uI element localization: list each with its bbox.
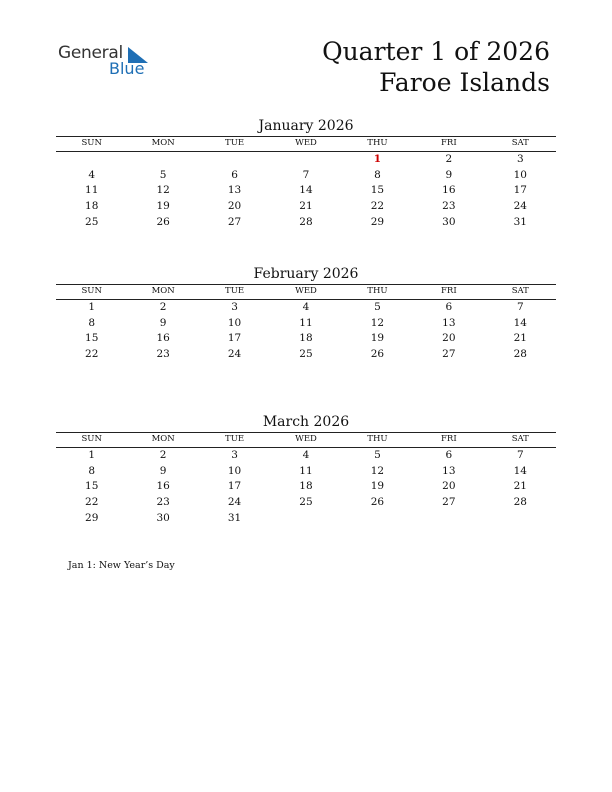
day-cell: 6 <box>445 449 453 461</box>
day-cell: 22 <box>85 496 99 509</box>
month-title: January 2026 <box>258 118 354 134</box>
title-quarter: Quarter 1 of 2026 <box>322 37 550 66</box>
day-cell: 16 <box>156 480 170 493</box>
day-cell: 5 <box>374 301 381 313</box>
month-january <box>56 117 556 230</box>
empty-day-cell <box>127 152 198 168</box>
day-cell: 20 <box>442 332 456 345</box>
day-cell: 7 <box>302 168 310 181</box>
weekday-header <box>56 285 556 300</box>
day-cell: 8 <box>88 316 96 329</box>
day-cell: 30 <box>442 215 456 228</box>
weekday-label: SUN <box>56 137 127 152</box>
empty-day-cell <box>56 152 127 168</box>
day-cell: 21 <box>513 332 527 345</box>
weekday-label: FRI <box>413 433 484 448</box>
day-cell: 12 <box>156 184 170 197</box>
day-cell: 18 <box>299 480 313 493</box>
day-cell: 8 <box>374 168 381 181</box>
weekday-label: SAT <box>485 433 556 448</box>
title-country: Faroe Islands <box>379 68 550 97</box>
day-cell: 11 <box>299 464 313 477</box>
day-cell: 13 <box>442 316 456 329</box>
day-cell: 4 <box>302 301 310 313</box>
day-cell: 29 <box>370 215 385 228</box>
day-cell: 20 <box>227 200 242 213</box>
weekday-label: TUE <box>199 137 270 152</box>
day-cell: 25 <box>85 215 99 228</box>
day-cell: 16 <box>156 332 170 345</box>
day-cell: 25 <box>299 496 313 509</box>
empty-day-cell <box>270 152 341 168</box>
day-cell: 10 <box>513 168 527 181</box>
day-cell: 19 <box>156 200 170 213</box>
day-cell: 24 <box>227 348 242 361</box>
day-cell: 27 <box>442 348 456 361</box>
day-cell: 3 <box>231 449 238 461</box>
day-cell: 24 <box>227 496 242 509</box>
day-cell: 16 <box>442 184 456 197</box>
day-cell: 11 <box>85 184 99 197</box>
empty-day-cell <box>199 152 270 168</box>
month-title: February 2026 <box>253 266 359 282</box>
day-grid <box>56 300 556 363</box>
day-cell: 21 <box>299 200 313 213</box>
day-cell: 11 <box>299 316 313 329</box>
weekday-label: SAT <box>485 285 556 300</box>
day-grid <box>56 448 556 526</box>
weekday-label: TUE <box>199 285 270 300</box>
day-cell: 9 <box>159 464 167 477</box>
day-cell: 19 <box>370 480 385 493</box>
day-cell: 1 <box>88 449 96 461</box>
page-title <box>322 36 550 98</box>
day-cell: 22 <box>85 348 99 361</box>
brand-logo <box>58 43 158 83</box>
day-cell: 23 <box>156 496 170 509</box>
weekday-label: WED <box>270 433 341 448</box>
day-cell: 28 <box>513 348 527 361</box>
weekday-header <box>56 433 556 448</box>
day-cell: 14 <box>299 184 313 197</box>
day-cell: 17 <box>227 332 242 345</box>
day-cell: 12 <box>370 464 385 477</box>
day-cell: 10 <box>227 316 242 329</box>
day-cell: 27 <box>442 496 456 509</box>
logo-word-general: General <box>58 43 123 63</box>
empty-day-cell <box>413 511 484 527</box>
day-cell: 4 <box>88 168 96 181</box>
weekday-label: MON <box>127 285 198 300</box>
day-cell: 13 <box>442 464 456 477</box>
day-cell: 12 <box>370 316 385 329</box>
weekday-label: FRI <box>413 137 484 152</box>
weekday-label: THU <box>342 433 413 448</box>
weekday-header <box>56 137 556 152</box>
weekday-label: WED <box>270 285 341 300</box>
day-cell: 19 <box>370 332 385 345</box>
day-cell: 17 <box>227 480 242 493</box>
holiday-note: Jan 1: New Year’s Day <box>68 560 175 571</box>
day-cell: 15 <box>85 480 99 493</box>
day-cell: 2 <box>159 301 167 313</box>
weekday-label: SUN <box>56 433 127 448</box>
day-cell: 1 <box>88 301 96 313</box>
empty-day-cell <box>270 511 341 527</box>
weekday-label: SAT <box>485 137 556 152</box>
day-cell: 26 <box>156 215 170 228</box>
day-cell: 23 <box>156 348 170 361</box>
day-cell: 26 <box>370 496 385 509</box>
day-cell: 15 <box>85 332 99 345</box>
day-cell: 22 <box>370 200 385 213</box>
day-cell: 29 <box>85 511 99 524</box>
weekday-label: TUE <box>199 433 270 448</box>
weekday-label: SUN <box>56 285 127 300</box>
day-cell: 28 <box>299 215 313 228</box>
empty-day-cell <box>342 511 413 527</box>
day-cell: 9 <box>159 316 167 329</box>
logo-word-blue: Blue <box>109 59 145 78</box>
day-cell: 9 <box>445 168 453 181</box>
day-cell: 31 <box>227 511 242 524</box>
day-cell: 17 <box>513 184 527 197</box>
day-cell: 24 <box>513 200 527 213</box>
day-cell: 26 <box>370 348 385 361</box>
day-cell: 10 <box>227 464 242 477</box>
day-cell: 6 <box>445 301 453 313</box>
day-cell: 5 <box>374 449 381 461</box>
day-cell: 14 <box>513 464 527 477</box>
day-cell: 1 <box>373 153 382 165</box>
day-cell: 21 <box>513 480 527 493</box>
day-cell: 30 <box>156 511 170 524</box>
day-cell: 2 <box>445 153 453 165</box>
day-cell: 3 <box>231 301 238 313</box>
day-cell: 2 <box>159 449 167 461</box>
month-march <box>56 413 556 526</box>
day-cell: 4 <box>302 449 310 461</box>
day-cell: 8 <box>88 464 96 477</box>
day-cell: 13 <box>227 184 242 197</box>
day-cell: 28 <box>513 496 527 509</box>
day-cell: 6 <box>231 168 238 181</box>
day-cell: 31 <box>513 215 527 228</box>
weekday-label: FRI <box>413 285 484 300</box>
day-cell: 18 <box>299 332 313 345</box>
day-cell: 7 <box>516 449 524 461</box>
day-cell: 18 <box>85 200 99 213</box>
day-cell: 15 <box>370 184 385 197</box>
day-cell: 3 <box>516 153 524 165</box>
day-cell: 23 <box>442 200 456 213</box>
month-february <box>56 265 556 363</box>
day-grid <box>56 152 556 230</box>
day-cell: 5 <box>159 168 167 181</box>
day-cell: 7 <box>516 301 524 313</box>
day-cell: 25 <box>299 348 313 361</box>
empty-day-cell <box>485 511 556 527</box>
weekday-label: THU <box>342 285 413 300</box>
weekday-label: MON <box>127 137 198 152</box>
weekday-label: MON <box>127 433 198 448</box>
month-title: March 2026 <box>262 414 350 430</box>
day-cell: 20 <box>442 480 456 493</box>
weekday-label: THU <box>342 137 413 152</box>
day-cell: 27 <box>227 215 242 228</box>
weekday-label: WED <box>270 137 341 152</box>
day-cell: 14 <box>513 316 527 329</box>
